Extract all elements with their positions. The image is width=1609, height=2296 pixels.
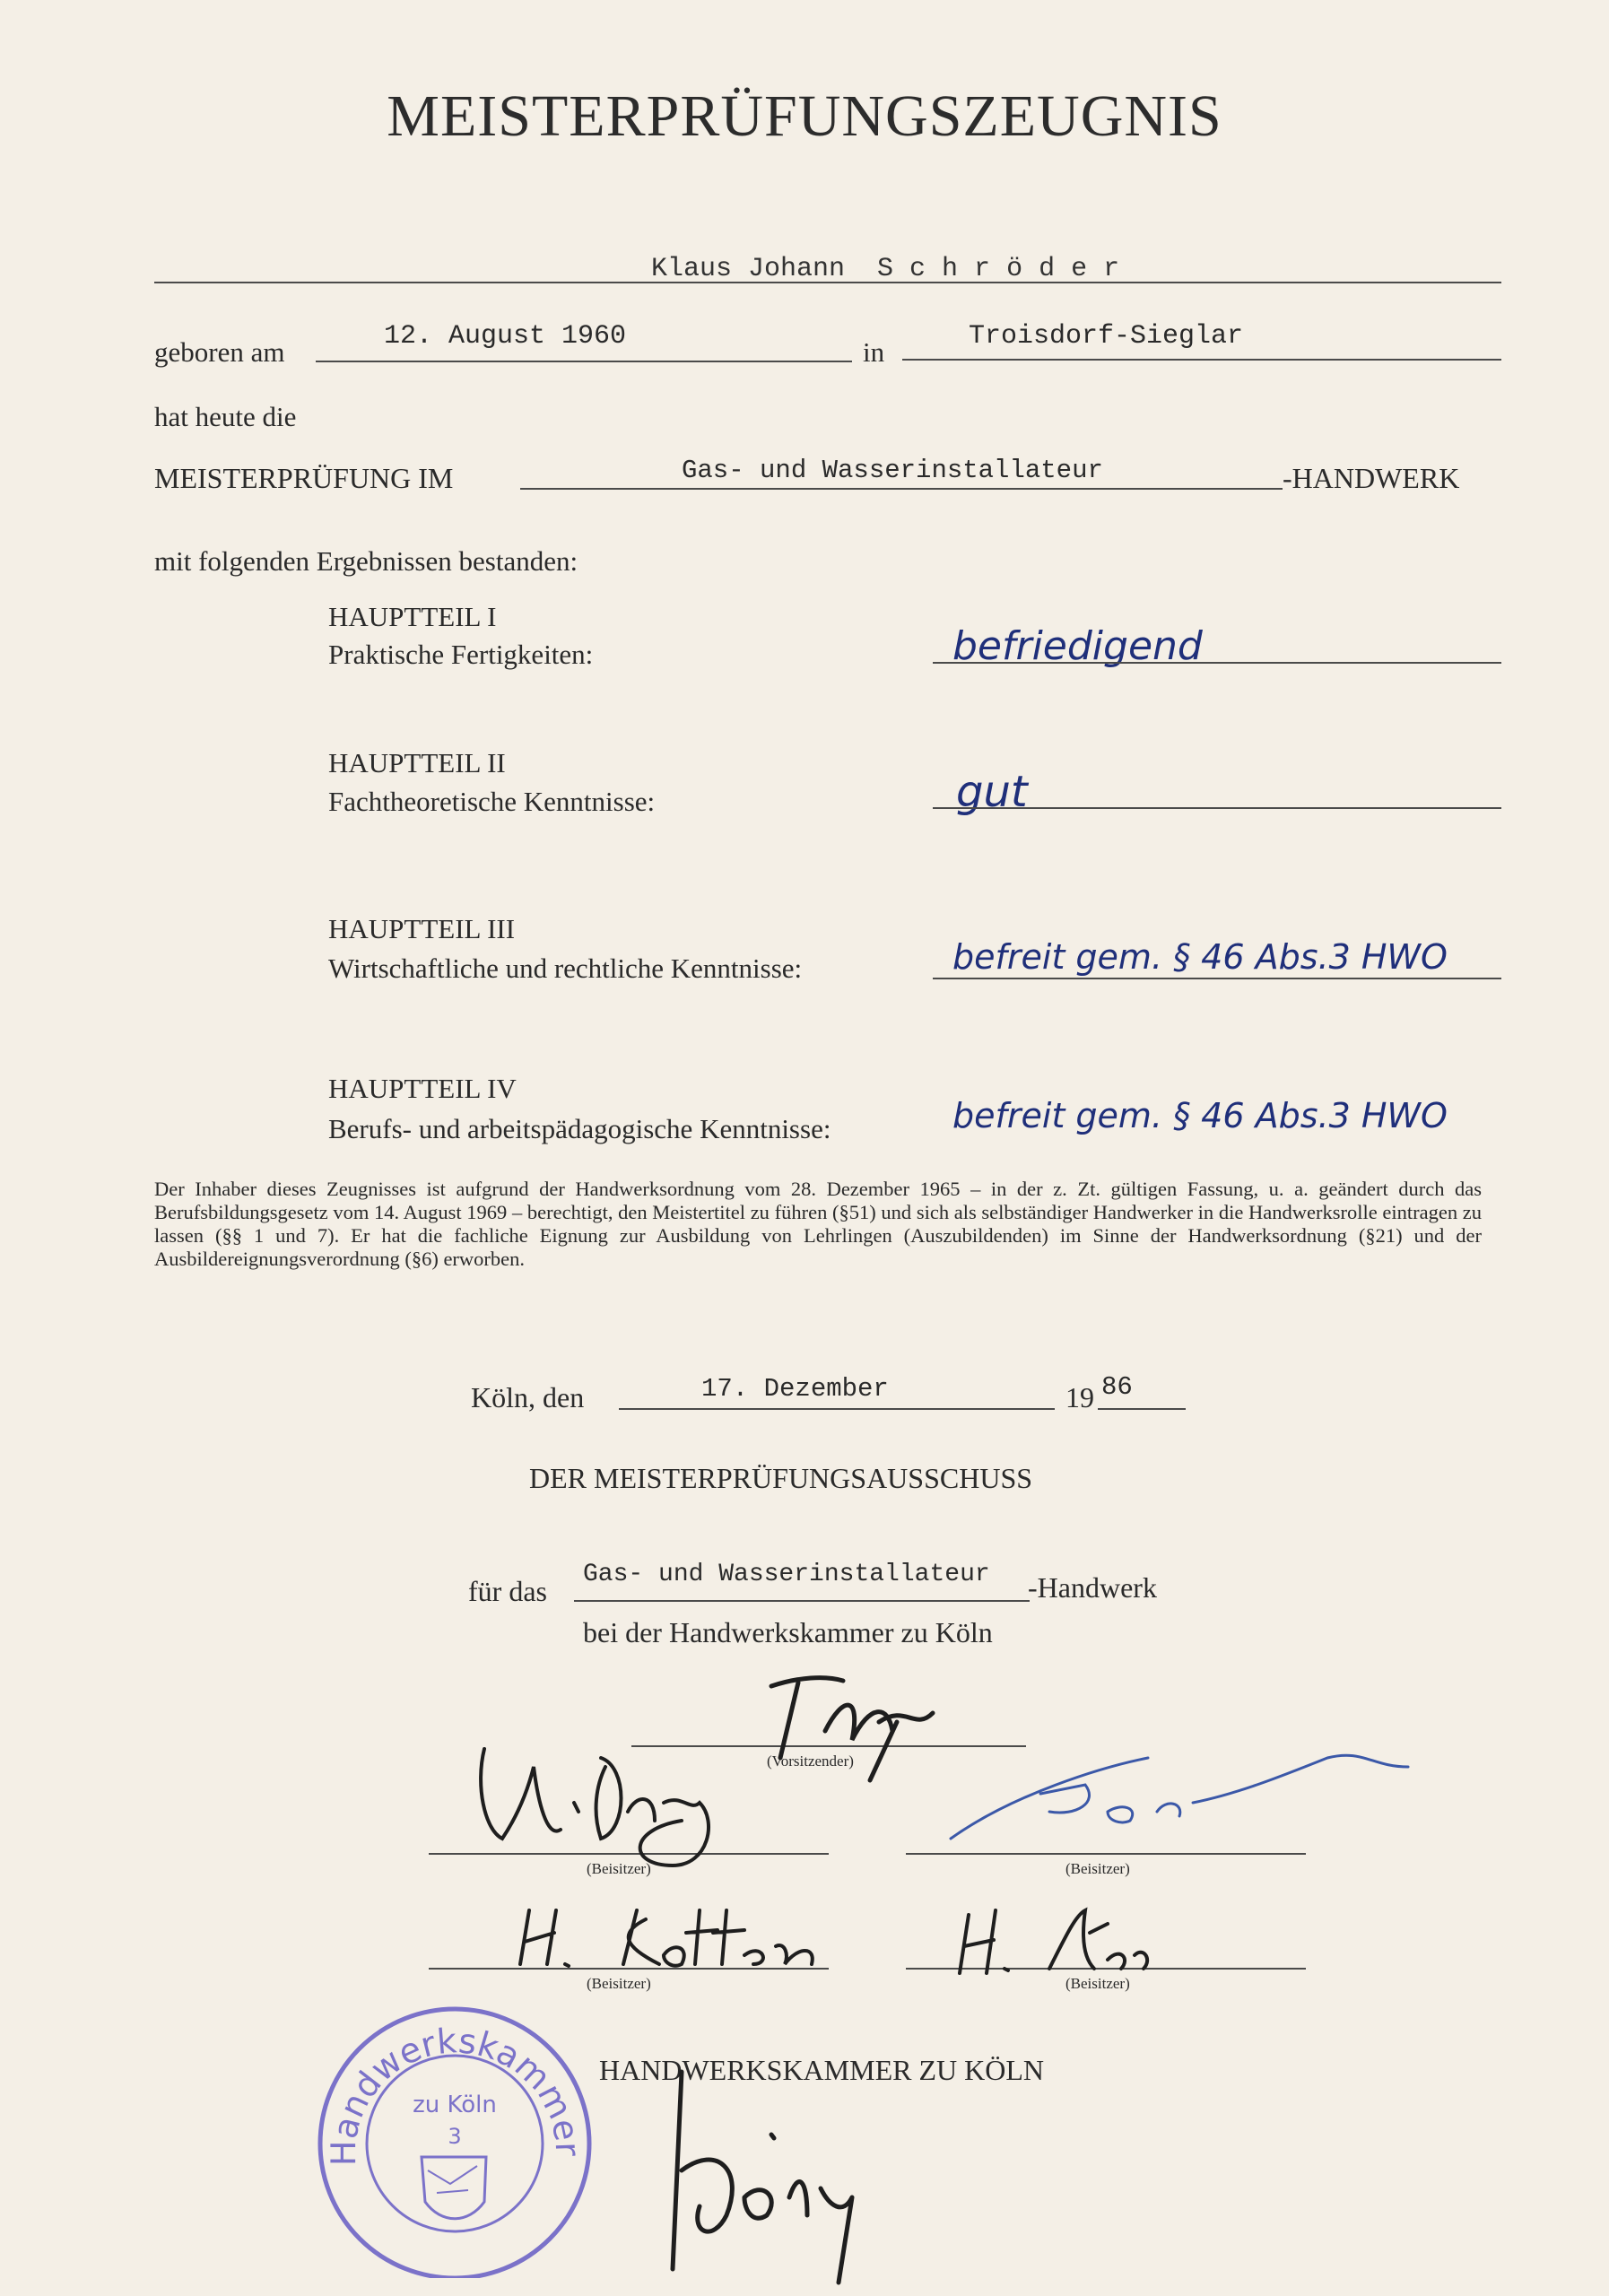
birth-in-label: in bbox=[863, 336, 885, 368]
birth-label: geboren am bbox=[154, 336, 285, 368]
name-underline bbox=[154, 282, 1501, 283]
part-3-underline bbox=[933, 978, 1501, 979]
results-intro: mit folgenden Ergebnissen bestanden: bbox=[154, 545, 578, 577]
chamber-stamp bbox=[316, 2000, 594, 2278]
year-prefix: 19 bbox=[1065, 1381, 1094, 1413]
part-1-underline bbox=[933, 662, 1501, 664]
birth-place: Troisdorf-Sieglar bbox=[969, 321, 1244, 352]
committee-trade-underline bbox=[574, 1600, 1030, 1602]
member-3-signature bbox=[502, 1892, 843, 1982]
legal-paragraph: Der Inhaber dieses Zeugnisses ist aufgrund der Handwerksordnung vom 28. Dezember 1965 – in der z. Zt. gültigen Fassung, u. a. geändert durch das Berufsbildungsgesetz vom 14. August 1969 – berechtigt, den Meistertitel zu führen (§51) und sich als selbständiger Handwerker in die Handwerksrolle eintragen zu lassen (§§ 1 und 7). Er hat die fachliche Eignung zur Ausbildung von Lehrlingen (Auszubildenden) im Sinne der Handwerksordnung (§21) und der Ausbildereignungsverordnung (§6) erworben. bbox=[154, 1178, 1482, 1270]
exam-prefix: MEISTERPRÜFUNG IM bbox=[154, 462, 454, 494]
chair-label: (Vorsitzender) bbox=[767, 1752, 854, 1770]
part-1-subject: Praktische Fertigkeiten: bbox=[328, 639, 594, 670]
stamp-center-line2: 3 bbox=[448, 2124, 462, 2149]
part-2-underline bbox=[933, 807, 1501, 809]
holder-name: Klaus Johann S c h r ö d e r bbox=[651, 254, 1120, 284]
exam-trade-underline bbox=[520, 488, 1283, 490]
member-4-label: (Beisitzer) bbox=[1065, 1975, 1130, 1992]
stamp-center-line1: zu Köln bbox=[413, 2092, 497, 2118]
birth-date-underline bbox=[316, 361, 852, 362]
committee-suffix: -Handwerk bbox=[1028, 1571, 1157, 1604]
member-1-signature bbox=[448, 1731, 771, 1883]
committee-trade: Gas- und Wasserinstallateur bbox=[583, 1561, 990, 1588]
committee-chamber: bei der Handwerkskammer zu Köln bbox=[583, 1616, 993, 1648]
member-2-signature bbox=[942, 1740, 1444, 1848]
year-underline bbox=[1098, 1408, 1186, 1410]
exam-trade: Gas- und Wasserinstallateur bbox=[682, 456, 1103, 485]
part-4-grade: befreit gem. § 46 Abs.3 HWO bbox=[952, 1096, 1448, 1135]
committee-heading: DER MEISTERPRÜFUNGSAUSSCHUSS bbox=[529, 1462, 1033, 1494]
member-2-label: (Beisitzer) bbox=[1065, 1860, 1130, 1877]
committee-fuer-das: für das bbox=[468, 1575, 547, 1607]
member-1-label: (Beisitzer) bbox=[587, 1860, 651, 1877]
member-3-label: (Beisitzer) bbox=[587, 1975, 651, 1992]
part-2-grade: gut bbox=[956, 767, 1028, 817]
year-suffix: 86 bbox=[1101, 1372, 1133, 1402]
part-4-heading: HAUPTTEIL IV bbox=[328, 1073, 517, 1104]
part-1-heading: HAUPTTEIL I bbox=[328, 601, 497, 632]
stamp-ring-text: Handwerkskammer bbox=[324, 2021, 588, 2167]
part-2-subject: Fachtheoretische Kenntnisse: bbox=[328, 786, 656, 817]
chamber-title: HANDWERKSKAMMER ZU KÖLN bbox=[599, 2054, 1044, 2086]
birth-place-underline bbox=[902, 359, 1501, 361]
document-title: MEISTERPRÜFUNGSZEUGNIS bbox=[387, 83, 1222, 149]
part-4-subject: Berufs- und arbeitspädagogische Kenntnisse: bbox=[328, 1113, 831, 1144]
part-2-heading: HAUPTTEIL II bbox=[328, 747, 506, 778]
place-date-prefix: Köln, den bbox=[471, 1381, 585, 1413]
part-3-heading: HAUPTTEIL III bbox=[328, 913, 516, 944]
member-2-signature-line bbox=[906, 1853, 1306, 1855]
part-3-subject: Wirtschaftliche und rechtliche Kenntnisse: bbox=[328, 952, 803, 984]
member-4-signature bbox=[951, 1897, 1166, 1987]
exam-suffix: -HANDWERK bbox=[1283, 462, 1460, 494]
intro-text: hat heute die bbox=[154, 401, 297, 432]
birth-date: 12. August 1960 bbox=[384, 321, 627, 352]
chamber-signature bbox=[664, 2063, 1005, 2287]
certificate-date: 17. Dezember bbox=[701, 1374, 889, 1404]
part-3-grade: befreit gem. § 46 Abs.3 HWO bbox=[952, 937, 1448, 977]
certificate-date-underline bbox=[619, 1408, 1055, 1410]
part-1-grade: befriedigend bbox=[952, 623, 1203, 669]
